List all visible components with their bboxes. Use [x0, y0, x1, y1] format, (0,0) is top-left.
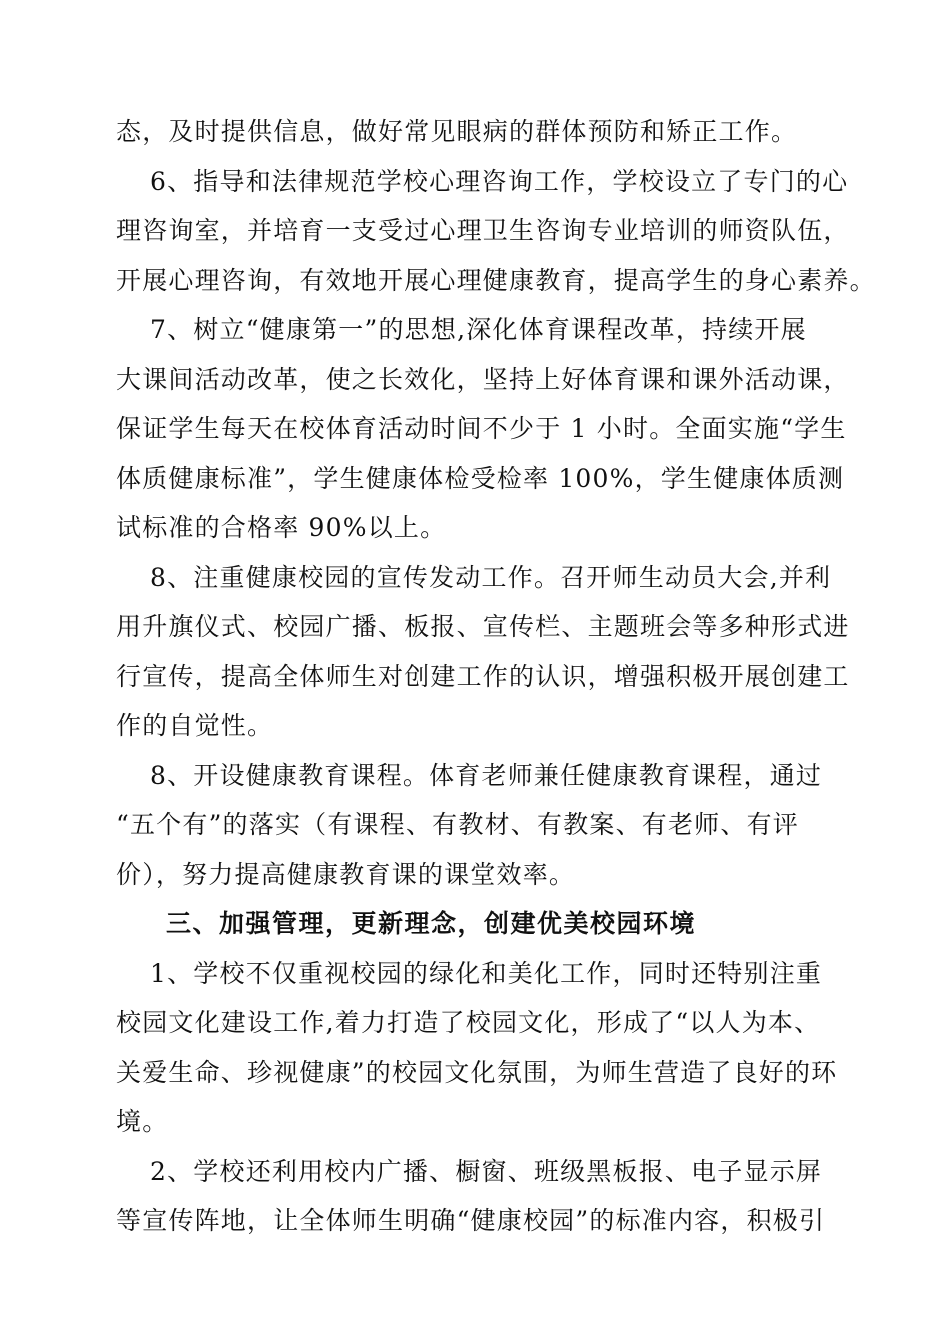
paragraph-line: 大课间活动改革，使之长效化，坚持上好体育课和课外活动课， [116, 364, 850, 394]
paragraph-line: 用升旗仪式、校园广播、板报、宣传栏、主题班会等多种形式进 [116, 612, 850, 641]
paragraph-line: 关爱生命、珍视健康”的校园文化氛围，为师生营造了良好的环 [116, 1057, 838, 1087]
paragraph-line: 理咨询室，并培育一支受过心理卫生咨询专业培训的师资队伍， [116, 216, 850, 245]
section-heading: 三、加强管理，更新理念，创建优美校园环境 [166, 909, 697, 938]
paragraph-line: 8、开设健康教育课程。体育老师兼任健康教育课程，通过 [150, 760, 823, 790]
paragraph-line: 境。 [116, 1107, 169, 1136]
paragraph-line: 作的自觉性。 [116, 711, 274, 740]
paragraph-line: 体质健康标准”，学生健康体检受检率 100%，学生健康体质测 [116, 463, 845, 493]
paragraph-line: 开展心理咨询，有效地开展心理健康教育，提高学生的身心素养。 [116, 265, 876, 295]
paragraph-line: 态，及时提供信息，做好常见眼病的群体预防和矫正工作。 [116, 117, 798, 146]
document-body [116, 107, 876, 1246]
paragraph-line: 6、指导和法律规范学校心理咨询工作，学校设立了专门的心 [150, 166, 849, 196]
paragraph-line: 2、学校还利用校内广播、橱窗、班级黑板报、电子显示屏 [150, 1156, 823, 1186]
paragraph-line: 保证学生每天在校体育活动时间不少于 1 小时。全面实施“学生 [116, 414, 847, 443]
paragraph-line: 1、学校不仅重视校园的绿化和美化工作，同时还特别注重 [150, 958, 823, 988]
paragraph-line: 价），努力提高健康教育课的课堂效率。 [116, 859, 576, 889]
paragraph-line: “五个有”的落实（有课程、有教材、有教案、有老师、有评 [116, 810, 799, 839]
paragraph-line: 等宣传阵地，让全体师生明确“健康校园”的标准内容，积极引 [116, 1206, 826, 1235]
paragraph-line: 行宣传，提高全体师生对创建工作的认识，增强积极开展创建工 [116, 661, 850, 691]
paragraph-line: 8、注重健康校园的宣传发动工作。召开师生动员大会,并利 [150, 562, 832, 592]
paragraph-line: 7、树立“健康第一”的思想,深化体育课程改革，持续开展 [150, 315, 807, 344]
paragraph-line: 试标准的合格率 90%以上。 [116, 513, 447, 542]
paragraph-line: 校园文化建设工作,着力打造了校园文化，形成了“以人为本、 [116, 1008, 821, 1037]
